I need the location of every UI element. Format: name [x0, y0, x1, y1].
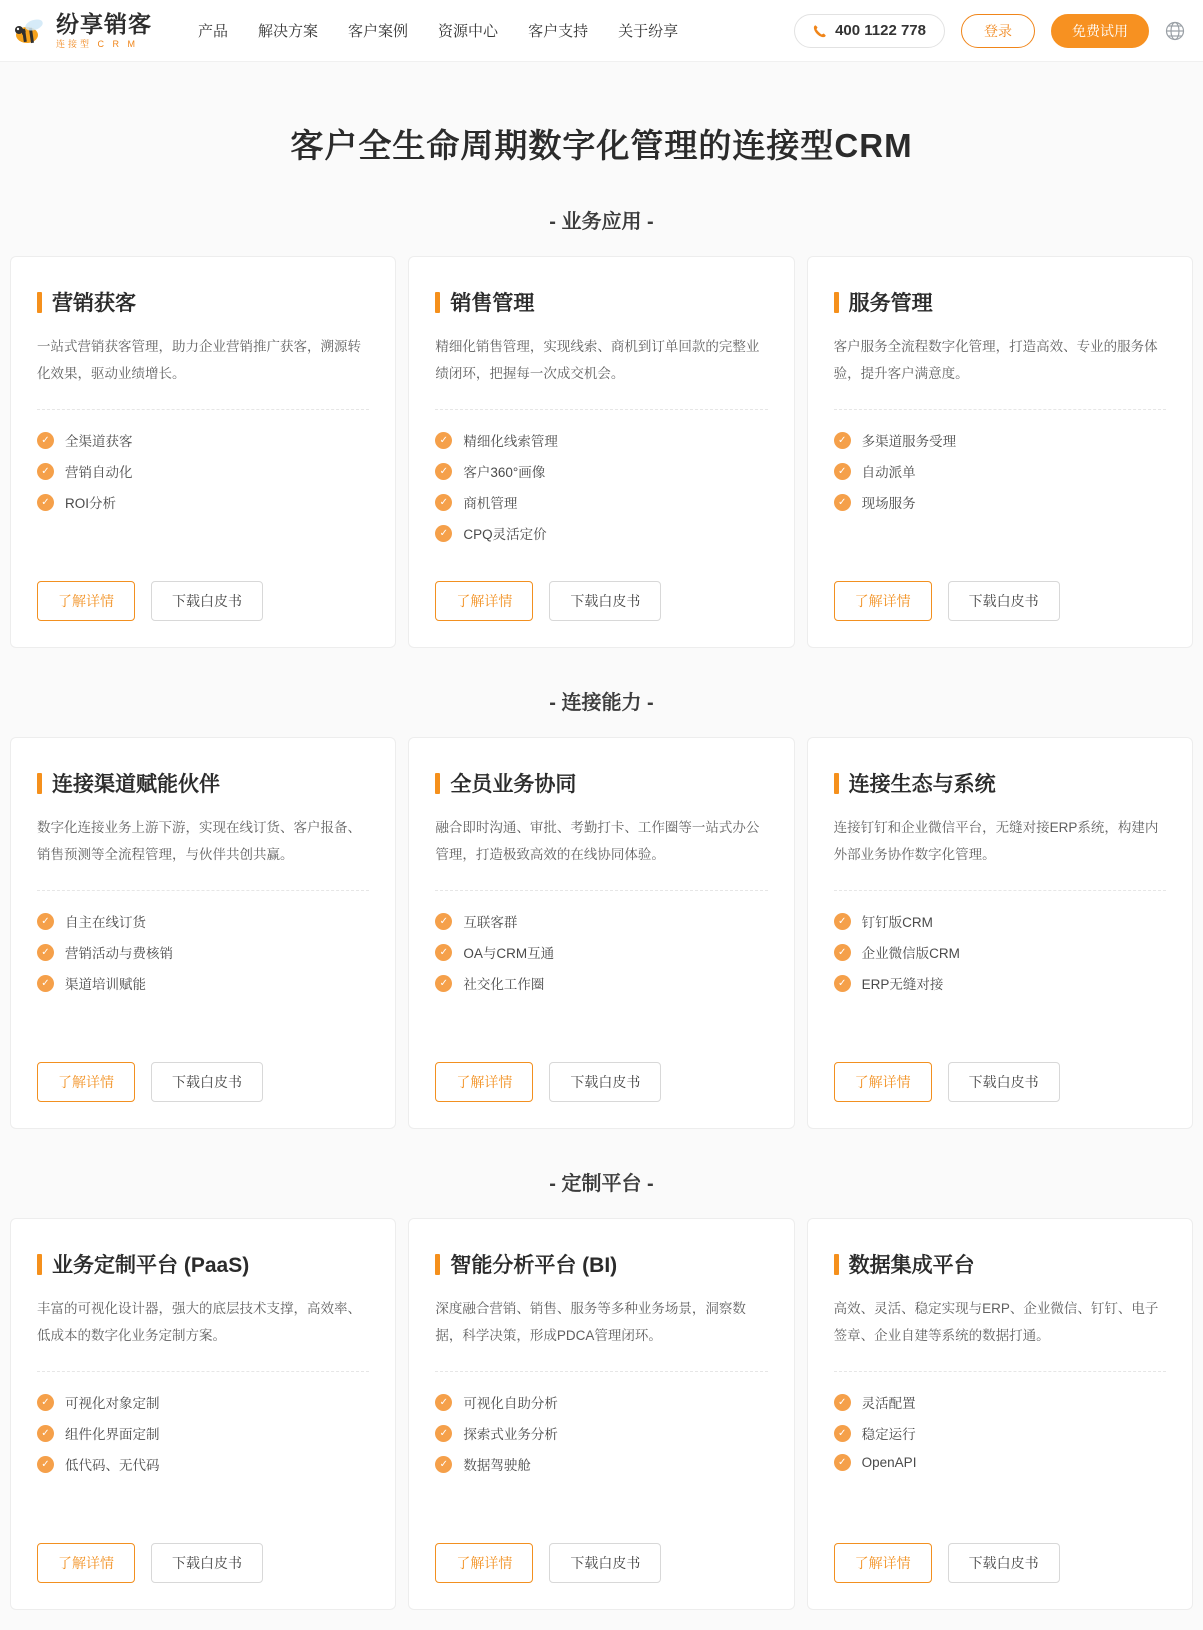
- free-trial-button[interactable]: 免费试用: [1051, 14, 1149, 48]
- check-icon: ✓: [37, 913, 54, 930]
- check-icon: ✓: [834, 494, 851, 511]
- download-whitepaper-button[interactable]: 下载白皮书: [948, 1543, 1060, 1583]
- card-actions: [834, 553, 1166, 621]
- card-actions: [834, 1034, 1166, 1102]
- list-item: [435, 430, 767, 450]
- card-description: 融合即时沟通、审批、考勤打卡、工作圈等一站式办公管理，打造极致高效的在线协同体验。: [435, 814, 767, 891]
- logo[interactable]: [14, 10, 152, 49]
- accent-bar-icon: [37, 292, 42, 313]
- site-header: [0, 0, 1203, 62]
- card-bi: [408, 1218, 794, 1610]
- feature-label: 钉钉版CRM: [861, 915, 933, 930]
- feature-label: ERP无缝对接: [861, 977, 944, 992]
- list-item: [834, 942, 1166, 962]
- check-icon: ✓: [435, 1394, 452, 1411]
- feature-label: 组件化界面定制: [65, 1427, 160, 1442]
- list-item: [834, 492, 1166, 512]
- feature-label: 数据驾驶舱: [463, 1458, 531, 1473]
- accent-bar-icon: [834, 773, 839, 794]
- download-whitepaper-button[interactable]: 下载白皮书: [549, 1062, 661, 1102]
- list-item: [435, 1423, 767, 1443]
- card-description: 深度融合营销、销售、服务等多种业务场景，洞察数据，科学决策，形成PDCA管理闭环。: [435, 1295, 767, 1372]
- check-icon: ✓: [435, 494, 452, 511]
- card-actions: [435, 1515, 767, 1583]
- check-icon: ✓: [37, 1425, 54, 1442]
- feature-label: 多渠道服务受理: [861, 434, 957, 449]
- card-title: 全员业务协同: [450, 773, 577, 796]
- check-icon: ✓: [37, 494, 54, 511]
- feature-list: [834, 911, 1166, 993]
- list-item: [435, 942, 767, 962]
- section-business-apps: [0, 205, 1203, 648]
- detail-button[interactable]: 了解详情: [834, 1543, 932, 1583]
- card-description: 精细化销售管理，实现线索、商机到订单回款的完整业绩闭环，把握每一次成交机会。: [435, 333, 767, 410]
- list-item: [435, 911, 767, 931]
- download-whitepaper-button[interactable]: 下载白皮书: [549, 581, 661, 621]
- accent-bar-icon: [834, 1254, 839, 1275]
- check-icon: ✓: [834, 1394, 851, 1411]
- check-icon: ✓: [834, 463, 851, 480]
- feature-label: 低代码、无代码: [65, 1458, 160, 1473]
- download-whitepaper-button[interactable]: 下载白皮书: [151, 1543, 263, 1583]
- section-title: - 业务应用 -: [549, 211, 654, 233]
- list-item: [37, 492, 369, 512]
- section-connect-capability: [0, 686, 1203, 1129]
- feature-list: [37, 1392, 369, 1474]
- nav-item-resources[interactable]: 资源中心: [438, 23, 499, 40]
- list-item: [37, 1392, 369, 1412]
- card-description: 高效、灵活、稳定实现与ERP、企业微信、钉钉、电子签章、企业自建等系统的数据打通。: [834, 1295, 1166, 1372]
- list-item: [435, 523, 767, 543]
- card-actions: [435, 553, 767, 621]
- card-title: 数据集成平台: [848, 1254, 975, 1277]
- accent-bar-icon: [435, 1254, 440, 1275]
- card-title: 销售管理: [450, 292, 535, 315]
- feature-label: 可视化对象定制: [65, 1396, 160, 1411]
- check-icon: ✓: [37, 463, 54, 480]
- feature-label: 商机管理: [463, 496, 518, 511]
- feature-label: 稳定运行: [861, 1427, 916, 1442]
- list-item: [834, 1454, 1166, 1471]
- feature-label: OpenAPI: [861, 1455, 917, 1470]
- card-grid: [0, 256, 1203, 648]
- card-description: 连接钉钉和企业微信平台，无缝对接ERP系统，构建内外部业务协作数字化管理。: [834, 814, 1166, 891]
- feature-label: 渠道培训赋能: [65, 977, 146, 992]
- detail-button[interactable]: 了解详情: [435, 581, 533, 621]
- list-item: [834, 1423, 1166, 1443]
- feature-label: 自主在线订货: [65, 915, 146, 930]
- card-collaboration: [408, 737, 794, 1129]
- card-header: [37, 768, 369, 798]
- card-description: 丰富的可视化设计器，强大的底层技术支撑，高效率、低成本的数字化业务定制方案。: [37, 1295, 369, 1372]
- feature-label: 可视化自助分析: [463, 1396, 558, 1411]
- check-icon: ✓: [435, 944, 452, 961]
- accent-bar-icon: [37, 773, 42, 794]
- login-button[interactable]: 登录: [961, 14, 1035, 48]
- card-sales: [408, 256, 794, 648]
- check-icon: ✓: [834, 944, 851, 961]
- detail-button[interactable]: 了解详情: [435, 1062, 533, 1102]
- feature-label: 灵活配置: [861, 1396, 916, 1411]
- main-nav: [198, 20, 678, 41]
- download-whitepaper-button[interactable]: 下载白皮书: [151, 1062, 263, 1102]
- card-actions: [834, 1515, 1166, 1583]
- list-item: [37, 1454, 369, 1474]
- card-ecosystem: [807, 737, 1193, 1129]
- card-header: [834, 287, 1166, 317]
- check-icon: ✓: [834, 432, 851, 449]
- check-icon: ✓: [435, 1456, 452, 1473]
- card-header: [37, 287, 369, 317]
- list-item: [834, 461, 1166, 481]
- check-icon: ✓: [37, 432, 54, 449]
- list-item: [435, 492, 767, 512]
- detail-button[interactable]: 了解详情: [37, 1543, 135, 1583]
- feature-label: 全渠道获客: [65, 434, 133, 449]
- phone-icon: [813, 24, 827, 38]
- check-icon: ✓: [834, 913, 851, 930]
- card-header: [834, 1249, 1166, 1279]
- card-header: [435, 1249, 767, 1279]
- feature-list: [435, 911, 767, 993]
- card-description: 数字化连接业务上游下游，实现在线订货、客户报备、销售预测等全流程管理，与伙伴共创共赢。: [37, 814, 369, 891]
- download-whitepaper-button[interactable]: 下载白皮书: [151, 581, 263, 621]
- feature-label: 互联客群: [463, 915, 518, 930]
- feature-label: 自动派单: [861, 465, 916, 480]
- header-actions: [794, 14, 1185, 48]
- feature-list: [37, 430, 369, 512]
- check-icon: ✓: [37, 1394, 54, 1411]
- feature-label: 社交化工作圈: [463, 977, 545, 992]
- check-icon: ✓: [435, 432, 452, 449]
- card-title: 业务定制平台 (PaaS): [52, 1254, 250, 1277]
- download-whitepaper-button[interactable]: 下载白皮书: [948, 1062, 1060, 1102]
- card-actions: [435, 1034, 767, 1102]
- list-item: [37, 461, 369, 481]
- card-actions: [37, 1515, 369, 1583]
- list-item: [37, 942, 369, 962]
- card-grid: [0, 737, 1203, 1129]
- accent-bar-icon: [37, 1254, 42, 1275]
- feature-label: OA与CRM互通: [463, 946, 555, 961]
- feature-label: 客户360°画像: [463, 465, 546, 480]
- feature-label: 探索式业务分析: [463, 1427, 558, 1442]
- feature-list: [834, 430, 1166, 512]
- feature-label: ROI分析: [65, 496, 117, 511]
- card-title: 服务管理: [848, 292, 933, 315]
- list-item: [834, 973, 1166, 993]
- section-custom-platform: [0, 1167, 1203, 1610]
- nav-item-support[interactable]: 客户支持: [528, 23, 589, 40]
- feature-label: 企业微信版CRM: [861, 946, 960, 961]
- check-icon: ✓: [435, 975, 452, 992]
- check-icon: ✓: [834, 1425, 851, 1442]
- accent-bar-icon: [834, 292, 839, 313]
- feature-label: 精细化线索管理: [463, 434, 558, 449]
- feature-list: [37, 911, 369, 993]
- feature-list: [435, 1392, 767, 1474]
- check-icon: ✓: [834, 975, 851, 992]
- detail-button[interactable]: 了解详情: [834, 581, 932, 621]
- nav-item-cases[interactable]: 客户案例: [348, 23, 409, 40]
- check-icon: ✓: [37, 944, 54, 961]
- list-item: [435, 1454, 767, 1474]
- nav-item-solutions[interactable]: 解决方案: [258, 23, 319, 40]
- check-icon: ✓: [834, 1454, 851, 1471]
- detail-button[interactable]: 了解详情: [435, 1543, 533, 1583]
- section-title: - 定制平台 -: [549, 1173, 654, 1195]
- check-icon: ✓: [37, 1456, 54, 1473]
- check-icon: ✓: [435, 525, 452, 542]
- logo-title: 纷享销客: [56, 10, 152, 37]
- card-service: [807, 256, 1193, 648]
- card-header: [435, 287, 767, 317]
- check-icon: ✓: [37, 975, 54, 992]
- section-title: - 连接能力 -: [549, 692, 654, 714]
- logo-subtitle: 连接型 C R M: [56, 38, 138, 49]
- card-title: 营销获客: [52, 292, 136, 315]
- globe-icon[interactable]: [1165, 21, 1185, 41]
- check-icon: ✓: [435, 463, 452, 480]
- card-description: 一站式营销获客管理，助力企业营销推广获客，溯源转化效果，驱动业绩增长。: [37, 333, 369, 410]
- card-header: [834, 768, 1166, 798]
- detail-button[interactable]: 了解详情: [37, 581, 135, 621]
- card-header: [37, 1249, 369, 1279]
- feature-label: 营销自动化: [65, 465, 133, 480]
- list-item: [37, 911, 369, 931]
- card-channel-partner: [10, 737, 396, 1129]
- list-item: [435, 973, 767, 993]
- feature-label: 营销活动与费核销: [65, 946, 173, 961]
- feature-list: [834, 1392, 1166, 1471]
- accent-bar-icon: [435, 292, 440, 313]
- list-item: [37, 430, 369, 450]
- nav-item-products[interactable]: 产品: [198, 23, 229, 40]
- list-item: [834, 1392, 1166, 1412]
- list-item: [435, 461, 767, 481]
- list-item: [37, 1423, 369, 1443]
- detail-button[interactable]: 了解详情: [37, 1062, 135, 1102]
- card-data-integration: [807, 1218, 1193, 1610]
- card-title: 连接渠道赋能伙伴: [52, 773, 220, 796]
- list-item: [834, 911, 1166, 931]
- page-body: [0, 62, 1203, 1630]
- list-item: [37, 973, 369, 993]
- card-grid: [0, 1218, 1203, 1610]
- download-whitepaper-button[interactable]: 下载白皮书: [948, 581, 1060, 621]
- card-description: 客户服务全流程数字化管理，打造高效、专业的服务体验，提升客户满意度。: [834, 333, 1166, 410]
- card-marketing: [10, 256, 396, 648]
- card-title: 智能分析平台 (BI): [450, 1254, 618, 1277]
- card-header: [435, 768, 767, 798]
- check-icon: ✓: [435, 913, 452, 930]
- accent-bar-icon: [435, 773, 440, 794]
- phone-button[interactable]: [794, 14, 945, 48]
- card-actions: [37, 553, 369, 621]
- card-title: 连接生态与系统: [848, 773, 996, 796]
- list-item: [435, 1392, 767, 1412]
- card-actions: [37, 1034, 369, 1102]
- detail-button[interactable]: 了解详情: [834, 1062, 932, 1102]
- nav-item-about[interactable]: 关于纷享: [618, 23, 679, 40]
- feature-label: CPQ灵活定价: [463, 527, 547, 542]
- page-title: 客户全生命周期数字化管理的连接型CRM: [290, 127, 913, 164]
- card-paas: [10, 1218, 396, 1610]
- list-item: [834, 430, 1166, 450]
- phone-number: 400 1122 778: [835, 22, 926, 39]
- feature-list: [435, 430, 767, 543]
- check-icon: ✓: [435, 1425, 452, 1442]
- bee-logo-icon: [14, 16, 48, 46]
- feature-label: 现场服务: [861, 496, 916, 511]
- download-whitepaper-button[interactable]: 下载白皮书: [549, 1543, 661, 1583]
